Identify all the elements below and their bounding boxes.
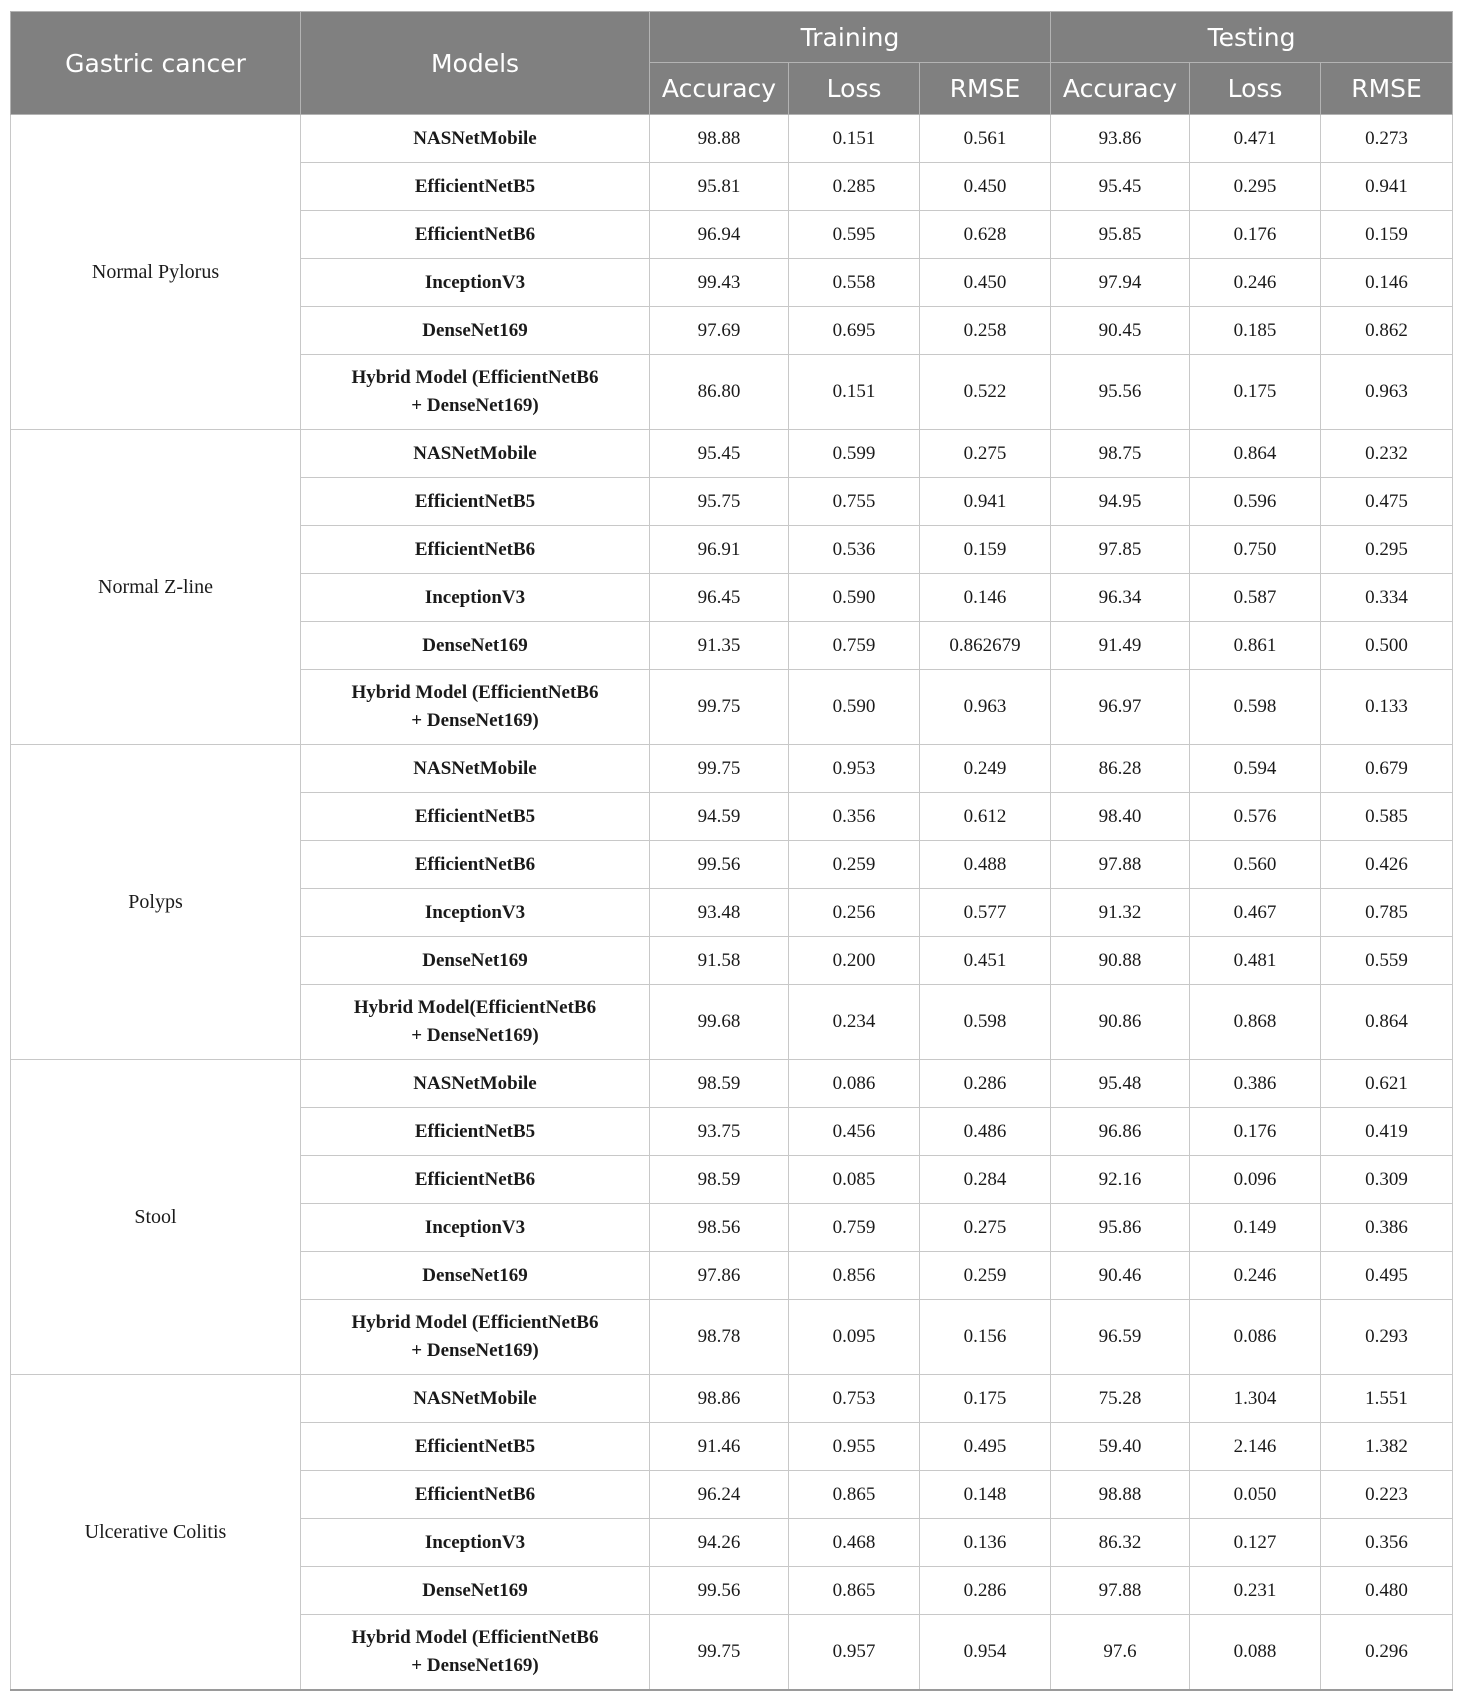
model-name: InceptionV3 <box>424 901 526 923</box>
train-rmse-cell: 0.259 <box>920 1252 1051 1300</box>
train-loss-cell: 0.085 <box>789 1156 920 1204</box>
model-name: EfficientNetB5 <box>414 1435 536 1457</box>
model-name: InceptionV3 <box>424 1216 526 1238</box>
model-name: DenseNet169 <box>422 1264 528 1286</box>
group-label: Normal Pylorus <box>11 115 301 430</box>
test-loss-cell: 0.149 <box>1190 1204 1321 1252</box>
train-accuracy-cell: 95.81 <box>650 163 789 211</box>
train-loss-cell: 0.590 <box>789 670 920 745</box>
test-rmse-cell: 0.293 <box>1321 1300 1453 1375</box>
model-name-cell <box>301 1156 650 1204</box>
train-loss-cell: 0.234 <box>789 985 920 1060</box>
test-accuracy-cell: 95.85 <box>1051 211 1190 259</box>
model-name: NASNetMobile <box>413 1387 537 1409</box>
train-rmse-cell: 0.136 <box>920 1519 1051 1567</box>
model-name-cell <box>301 1375 650 1423</box>
test-rmse-cell: 0.475 <box>1321 478 1453 526</box>
test-rmse-cell: 0.223 <box>1321 1471 1453 1519</box>
model-name: Hybrid Model (EfficientNetB6 <box>351 682 599 703</box>
train-accuracy-cell: 94.59 <box>650 793 789 841</box>
train-rmse-cell: 0.495 <box>920 1423 1051 1471</box>
model-name-cell <box>301 793 650 841</box>
train-loss-cell: 0.259 <box>789 841 920 889</box>
test-rmse-cell: 0.296 <box>1321 1615 1453 1691</box>
train-loss-cell: 0.856 <box>789 1252 920 1300</box>
test-accuracy-cell: 96.86 <box>1051 1108 1190 1156</box>
test-rmse-cell: 1.382 <box>1321 1423 1453 1471</box>
model-name-cell <box>301 211 650 259</box>
test-loss-cell: 0.587 <box>1190 574 1321 622</box>
model-name-cell <box>301 1471 650 1519</box>
header-training-loss: Loss <box>789 63 920 115</box>
header-training-accuracy: Accuracy <box>650 63 789 115</box>
test-loss-cell: 0.185 <box>1190 307 1321 355</box>
model-name: EfficientNetB5 <box>414 490 536 512</box>
train-accuracy-cell: 91.58 <box>650 937 789 985</box>
train-loss-cell: 0.151 <box>789 115 920 163</box>
model-name-cell <box>301 1567 650 1615</box>
train-accuracy-cell: 98.59 <box>650 1060 789 1108</box>
train-rmse-cell: 0.450 <box>920 259 1051 307</box>
train-rmse-cell: 0.941 <box>920 478 1051 526</box>
train-rmse-cell: 0.612 <box>920 793 1051 841</box>
test-rmse-cell: 0.500 <box>1321 622 1453 670</box>
test-rmse-cell: 0.495 <box>1321 1252 1453 1300</box>
train-loss-cell: 0.865 <box>789 1567 920 1615</box>
train-accuracy-cell: 99.75 <box>650 670 789 745</box>
test-loss-cell: 0.127 <box>1190 1519 1321 1567</box>
train-rmse-cell: 0.450 <box>920 163 1051 211</box>
test-loss-cell: 0.386 <box>1190 1060 1321 1108</box>
test-accuracy-cell: 97.88 <box>1051 1567 1190 1615</box>
test-accuracy-cell: 98.75 <box>1051 430 1190 478</box>
model-name: EfficientNetB5 <box>414 175 536 197</box>
train-accuracy-cell: 95.75 <box>650 478 789 526</box>
header-training: Training <box>650 12 1051 63</box>
model-name: EfficientNetB6 <box>414 223 536 245</box>
model-name-cell <box>301 1615 650 1691</box>
model-name: NASNetMobile <box>413 757 537 779</box>
train-accuracy-cell: 91.35 <box>650 622 789 670</box>
train-loss-cell: 0.759 <box>789 622 920 670</box>
model-name-cell <box>301 526 650 574</box>
model-name: Hybrid Model (EfficientNetB6 <box>351 1312 599 1333</box>
train-loss-cell: 0.865 <box>789 1471 920 1519</box>
model-name-cell <box>301 1519 650 1567</box>
train-accuracy-cell: 86.80 <box>650 355 789 430</box>
test-loss-cell: 0.176 <box>1190 211 1321 259</box>
test-accuracy-cell: 97.6 <box>1051 1615 1190 1691</box>
test-loss-cell: 2.146 <box>1190 1423 1321 1471</box>
model-name: EfficientNetB6 <box>414 853 536 875</box>
model-name: InceptionV3 <box>424 271 526 293</box>
test-rmse-cell: 0.356 <box>1321 1519 1453 1567</box>
model-name-line2: + DenseNet169) <box>411 395 539 416</box>
train-accuracy-cell: 99.56 <box>650 841 789 889</box>
model-name: DenseNet169 <box>422 634 528 656</box>
test-accuracy-cell: 91.32 <box>1051 889 1190 937</box>
train-loss-cell: 0.759 <box>789 1204 920 1252</box>
header-training-rmse: RMSE <box>920 63 1051 115</box>
train-loss-cell: 0.468 <box>789 1519 920 1567</box>
train-loss-cell: 0.590 <box>789 574 920 622</box>
train-rmse-cell: 0.954 <box>920 1615 1051 1691</box>
group-label: Ulcerative Colitis <box>11 1375 301 1691</box>
test-rmse-cell: 0.426 <box>1321 841 1453 889</box>
test-loss-cell: 0.050 <box>1190 1471 1321 1519</box>
test-loss-cell: 0.598 <box>1190 670 1321 745</box>
train-loss-cell: 0.151 <box>789 355 920 430</box>
train-loss-cell: 0.356 <box>789 793 920 841</box>
train-accuracy-cell: 98.86 <box>650 1375 789 1423</box>
test-accuracy-cell: 95.56 <box>1051 355 1190 430</box>
model-name: NASNetMobile <box>413 127 537 149</box>
test-rmse-cell: 0.963 <box>1321 355 1453 430</box>
test-accuracy-cell: 75.28 <box>1051 1375 1190 1423</box>
train-rmse-cell: 0.488 <box>920 841 1051 889</box>
test-rmse-cell: 0.785 <box>1321 889 1453 937</box>
train-accuracy-cell: 98.56 <box>650 1204 789 1252</box>
model-name-cell <box>301 1423 650 1471</box>
test-loss-cell: 0.861 <box>1190 622 1321 670</box>
model-name: DenseNet169 <box>422 319 528 341</box>
train-loss-cell: 0.753 <box>789 1375 920 1423</box>
model-name-cell <box>301 259 650 307</box>
model-name-cell <box>301 163 650 211</box>
table-row <box>11 430 1453 478</box>
table-row <box>11 1060 1453 1108</box>
train-loss-cell: 0.256 <box>789 889 920 937</box>
train-accuracy-cell: 96.24 <box>650 1471 789 1519</box>
test-loss-cell: 0.246 <box>1190 259 1321 307</box>
model-name-cell <box>301 1060 650 1108</box>
train-accuracy-cell: 93.75 <box>650 1108 789 1156</box>
train-rmse-cell: 0.286 <box>920 1060 1051 1108</box>
train-accuracy-cell: 98.59 <box>650 1156 789 1204</box>
model-name-cell <box>301 574 650 622</box>
model-name: Hybrid Model (EfficientNetB6 <box>351 367 599 388</box>
test-loss-cell: 0.576 <box>1190 793 1321 841</box>
model-name-cell <box>301 355 650 430</box>
test-accuracy-cell: 97.88 <box>1051 841 1190 889</box>
model-name-cell <box>301 115 650 163</box>
train-rmse-cell: 0.159 <box>920 526 1051 574</box>
model-name-line2: + DenseNet169) <box>411 1655 539 1676</box>
test-accuracy-cell: 90.88 <box>1051 937 1190 985</box>
train-rmse-cell: 0.486 <box>920 1108 1051 1156</box>
model-name: NASNetMobile <box>413 1072 537 1094</box>
test-accuracy-cell: 96.59 <box>1051 1300 1190 1375</box>
model-name-line2: + DenseNet169) <box>411 710 539 731</box>
train-accuracy-cell: 94.26 <box>650 1519 789 1567</box>
test-loss-cell: 0.096 <box>1190 1156 1321 1204</box>
test-accuracy-cell: 98.40 <box>1051 793 1190 841</box>
test-rmse-cell: 0.679 <box>1321 745 1453 793</box>
test-rmse-cell: 0.941 <box>1321 163 1453 211</box>
test-rmse-cell: 0.386 <box>1321 1204 1453 1252</box>
train-accuracy-cell: 99.75 <box>650 745 789 793</box>
test-loss-cell: 0.467 <box>1190 889 1321 937</box>
test-rmse-cell: 0.309 <box>1321 1156 1453 1204</box>
test-rmse-cell: 0.334 <box>1321 574 1453 622</box>
test-accuracy-cell: 96.97 <box>1051 670 1190 745</box>
train-rmse-cell: 0.628 <box>920 211 1051 259</box>
test-accuracy-cell: 93.86 <box>1051 115 1190 163</box>
test-loss-cell: 0.088 <box>1190 1615 1321 1691</box>
train-loss-cell: 0.695 <box>789 307 920 355</box>
train-rmse-cell: 0.561 <box>920 115 1051 163</box>
train-loss-cell: 0.599 <box>789 430 920 478</box>
train-loss-cell: 0.953 <box>789 745 920 793</box>
test-loss-cell: 0.596 <box>1190 478 1321 526</box>
group-label: Polyps <box>11 745 301 1060</box>
test-rmse-cell: 1.551 <box>1321 1375 1453 1423</box>
test-accuracy-cell: 86.28 <box>1051 745 1190 793</box>
test-loss-cell: 0.864 <box>1190 430 1321 478</box>
test-loss-cell: 1.304 <box>1190 1375 1321 1423</box>
test-rmse-cell: 0.585 <box>1321 793 1453 841</box>
test-accuracy-cell: 92.16 <box>1051 1156 1190 1204</box>
test-accuracy-cell: 90.46 <box>1051 1252 1190 1300</box>
train-accuracy-cell: 93.48 <box>650 889 789 937</box>
train-loss-cell: 0.595 <box>789 211 920 259</box>
table-row <box>11 745 1453 793</box>
model-name-cell <box>301 1300 650 1375</box>
test-loss-cell: 0.594 <box>1190 745 1321 793</box>
test-accuracy-cell: 94.95 <box>1051 478 1190 526</box>
table-header <box>11 12 1453 115</box>
test-rmse-cell: 0.146 <box>1321 259 1453 307</box>
model-name-cell <box>301 1204 650 1252</box>
train-accuracy-cell: 96.94 <box>650 211 789 259</box>
train-accuracy-cell: 99.56 <box>650 1567 789 1615</box>
train-loss-cell: 0.536 <box>789 526 920 574</box>
train-loss-cell: 0.095 <box>789 1300 920 1375</box>
train-rmse-cell: 0.862679 <box>920 622 1051 670</box>
header-testing-loss: Loss <box>1190 63 1321 115</box>
model-name: EfficientNetB6 <box>414 1168 536 1190</box>
test-accuracy-cell: 91.49 <box>1051 622 1190 670</box>
test-loss-cell: 0.295 <box>1190 163 1321 211</box>
test-accuracy-cell: 59.40 <box>1051 1423 1190 1471</box>
train-accuracy-cell: 98.88 <box>650 115 789 163</box>
table-row <box>11 1375 1453 1423</box>
train-accuracy-cell: 99.75 <box>650 1615 789 1691</box>
train-loss-cell: 0.456 <box>789 1108 920 1156</box>
model-name: Hybrid Model (EfficientNetB6 <box>351 1627 599 1648</box>
train-rmse-cell: 0.258 <box>920 307 1051 355</box>
model-name-cell <box>301 670 650 745</box>
train-rmse-cell: 0.249 <box>920 745 1051 793</box>
train-rmse-cell: 0.146 <box>920 574 1051 622</box>
train-rmse-cell: 0.522 <box>920 355 1051 430</box>
test-accuracy-cell: 96.34 <box>1051 574 1190 622</box>
test-loss-cell: 0.868 <box>1190 985 1321 1060</box>
model-name-cell <box>301 1108 650 1156</box>
test-rmse-cell: 0.273 <box>1321 115 1453 163</box>
model-name-cell <box>301 937 650 985</box>
test-accuracy-cell: 97.94 <box>1051 259 1190 307</box>
test-loss-cell: 0.481 <box>1190 937 1321 985</box>
model-name: DenseNet169 <box>422 949 528 971</box>
model-name: EfficientNetB5 <box>414 805 536 827</box>
test-accuracy-cell: 97.85 <box>1051 526 1190 574</box>
results-table <box>10 11 1453 1691</box>
test-rmse-cell: 0.862 <box>1321 307 1453 355</box>
train-rmse-cell: 0.451 <box>920 937 1051 985</box>
test-accuracy-cell: 90.45 <box>1051 307 1190 355</box>
train-loss-cell: 0.086 <box>789 1060 920 1108</box>
test-loss-cell: 0.560 <box>1190 841 1321 889</box>
train-accuracy-cell: 95.45 <box>650 430 789 478</box>
model-name: Hybrid Model(EfficientNetB6 <box>353 997 597 1018</box>
train-loss-cell: 0.285 <box>789 163 920 211</box>
train-rmse-cell: 0.275 <box>920 430 1051 478</box>
test-accuracy-cell: 95.48 <box>1051 1060 1190 1108</box>
header-models: Models <box>301 12 650 115</box>
test-rmse-cell: 0.864 <box>1321 985 1453 1060</box>
train-rmse-cell: 0.175 <box>920 1375 1051 1423</box>
test-accuracy-cell: 90.86 <box>1051 985 1190 1060</box>
train-accuracy-cell: 96.91 <box>650 526 789 574</box>
group-label: Stool <box>11 1060 301 1375</box>
test-rmse-cell: 0.295 <box>1321 526 1453 574</box>
test-loss-cell: 0.175 <box>1190 355 1321 430</box>
test-loss-cell: 0.086 <box>1190 1300 1321 1375</box>
test-loss-cell: 0.471 <box>1190 115 1321 163</box>
model-name-cell <box>301 307 650 355</box>
test-accuracy-cell: 98.88 <box>1051 1471 1190 1519</box>
train-rmse-cell: 0.156 <box>920 1300 1051 1375</box>
header-testing: Testing <box>1051 12 1453 63</box>
header-gastric-cancer: Gastric cancer <box>11 12 301 115</box>
train-accuracy-cell: 99.43 <box>650 259 789 307</box>
table-row <box>11 115 1453 163</box>
model-name-cell <box>301 985 650 1060</box>
header-testing-accuracy: Accuracy <box>1051 63 1190 115</box>
test-loss-cell: 0.176 <box>1190 1108 1321 1156</box>
train-loss-cell: 0.955 <box>789 1423 920 1471</box>
train-rmse-cell: 0.148 <box>920 1471 1051 1519</box>
train-rmse-cell: 0.577 <box>920 889 1051 937</box>
model-name-cell <box>301 430 650 478</box>
model-name-cell <box>301 745 650 793</box>
model-name-cell <box>301 478 650 526</box>
train-rmse-cell: 0.963 <box>920 670 1051 745</box>
train-accuracy-cell: 97.69 <box>650 307 789 355</box>
model-name: InceptionV3 <box>424 1531 526 1553</box>
model-name-cell <box>301 889 650 937</box>
test-rmse-cell: 0.419 <box>1321 1108 1453 1156</box>
train-rmse-cell: 0.286 <box>920 1567 1051 1615</box>
train-rmse-cell: 0.598 <box>920 985 1051 1060</box>
test-accuracy-cell: 86.32 <box>1051 1519 1190 1567</box>
header-testing-rmse: RMSE <box>1321 63 1453 115</box>
test-rmse-cell: 0.159 <box>1321 211 1453 259</box>
group-label: Normal Z-line <box>11 430 301 745</box>
train-loss-cell: 0.755 <box>789 478 920 526</box>
train-loss-cell: 0.558 <box>789 259 920 307</box>
model-name-cell <box>301 1252 650 1300</box>
train-loss-cell: 0.200 <box>789 937 920 985</box>
test-accuracy-cell: 95.86 <box>1051 1204 1190 1252</box>
train-loss-cell: 0.957 <box>789 1615 920 1691</box>
model-name-cell <box>301 622 650 670</box>
train-accuracy-cell: 96.45 <box>650 574 789 622</box>
test-rmse-cell: 0.133 <box>1321 670 1453 745</box>
train-accuracy-cell: 98.78 <box>650 1300 789 1375</box>
train-accuracy-cell: 99.68 <box>650 985 789 1060</box>
test-rmse-cell: 0.232 <box>1321 430 1453 478</box>
test-loss-cell: 0.750 <box>1190 526 1321 574</box>
train-rmse-cell: 0.275 <box>920 1204 1051 1252</box>
test-accuracy-cell: 95.45 <box>1051 163 1190 211</box>
train-rmse-cell: 0.284 <box>920 1156 1051 1204</box>
train-accuracy-cell: 91.46 <box>650 1423 789 1471</box>
model-name-cell <box>301 841 650 889</box>
model-name-line2: + DenseNet169) <box>411 1340 539 1361</box>
model-name: EfficientNetB6 <box>414 538 536 560</box>
test-loss-cell: 0.231 <box>1190 1567 1321 1615</box>
model-name: NASNetMobile <box>413 442 537 464</box>
test-rmse-cell: 0.559 <box>1321 937 1453 985</box>
model-name: EfficientNetB5 <box>414 1120 536 1142</box>
test-rmse-cell: 0.621 <box>1321 1060 1453 1108</box>
model-name: EfficientNetB6 <box>414 1483 536 1505</box>
test-loss-cell: 0.246 <box>1190 1252 1321 1300</box>
test-rmse-cell: 0.480 <box>1321 1567 1453 1615</box>
train-accuracy-cell: 97.86 <box>650 1252 789 1300</box>
model-name: DenseNet169 <box>422 1579 528 1601</box>
model-name: InceptionV3 <box>424 586 526 608</box>
model-name-line2: + DenseNet169) <box>411 1025 539 1046</box>
